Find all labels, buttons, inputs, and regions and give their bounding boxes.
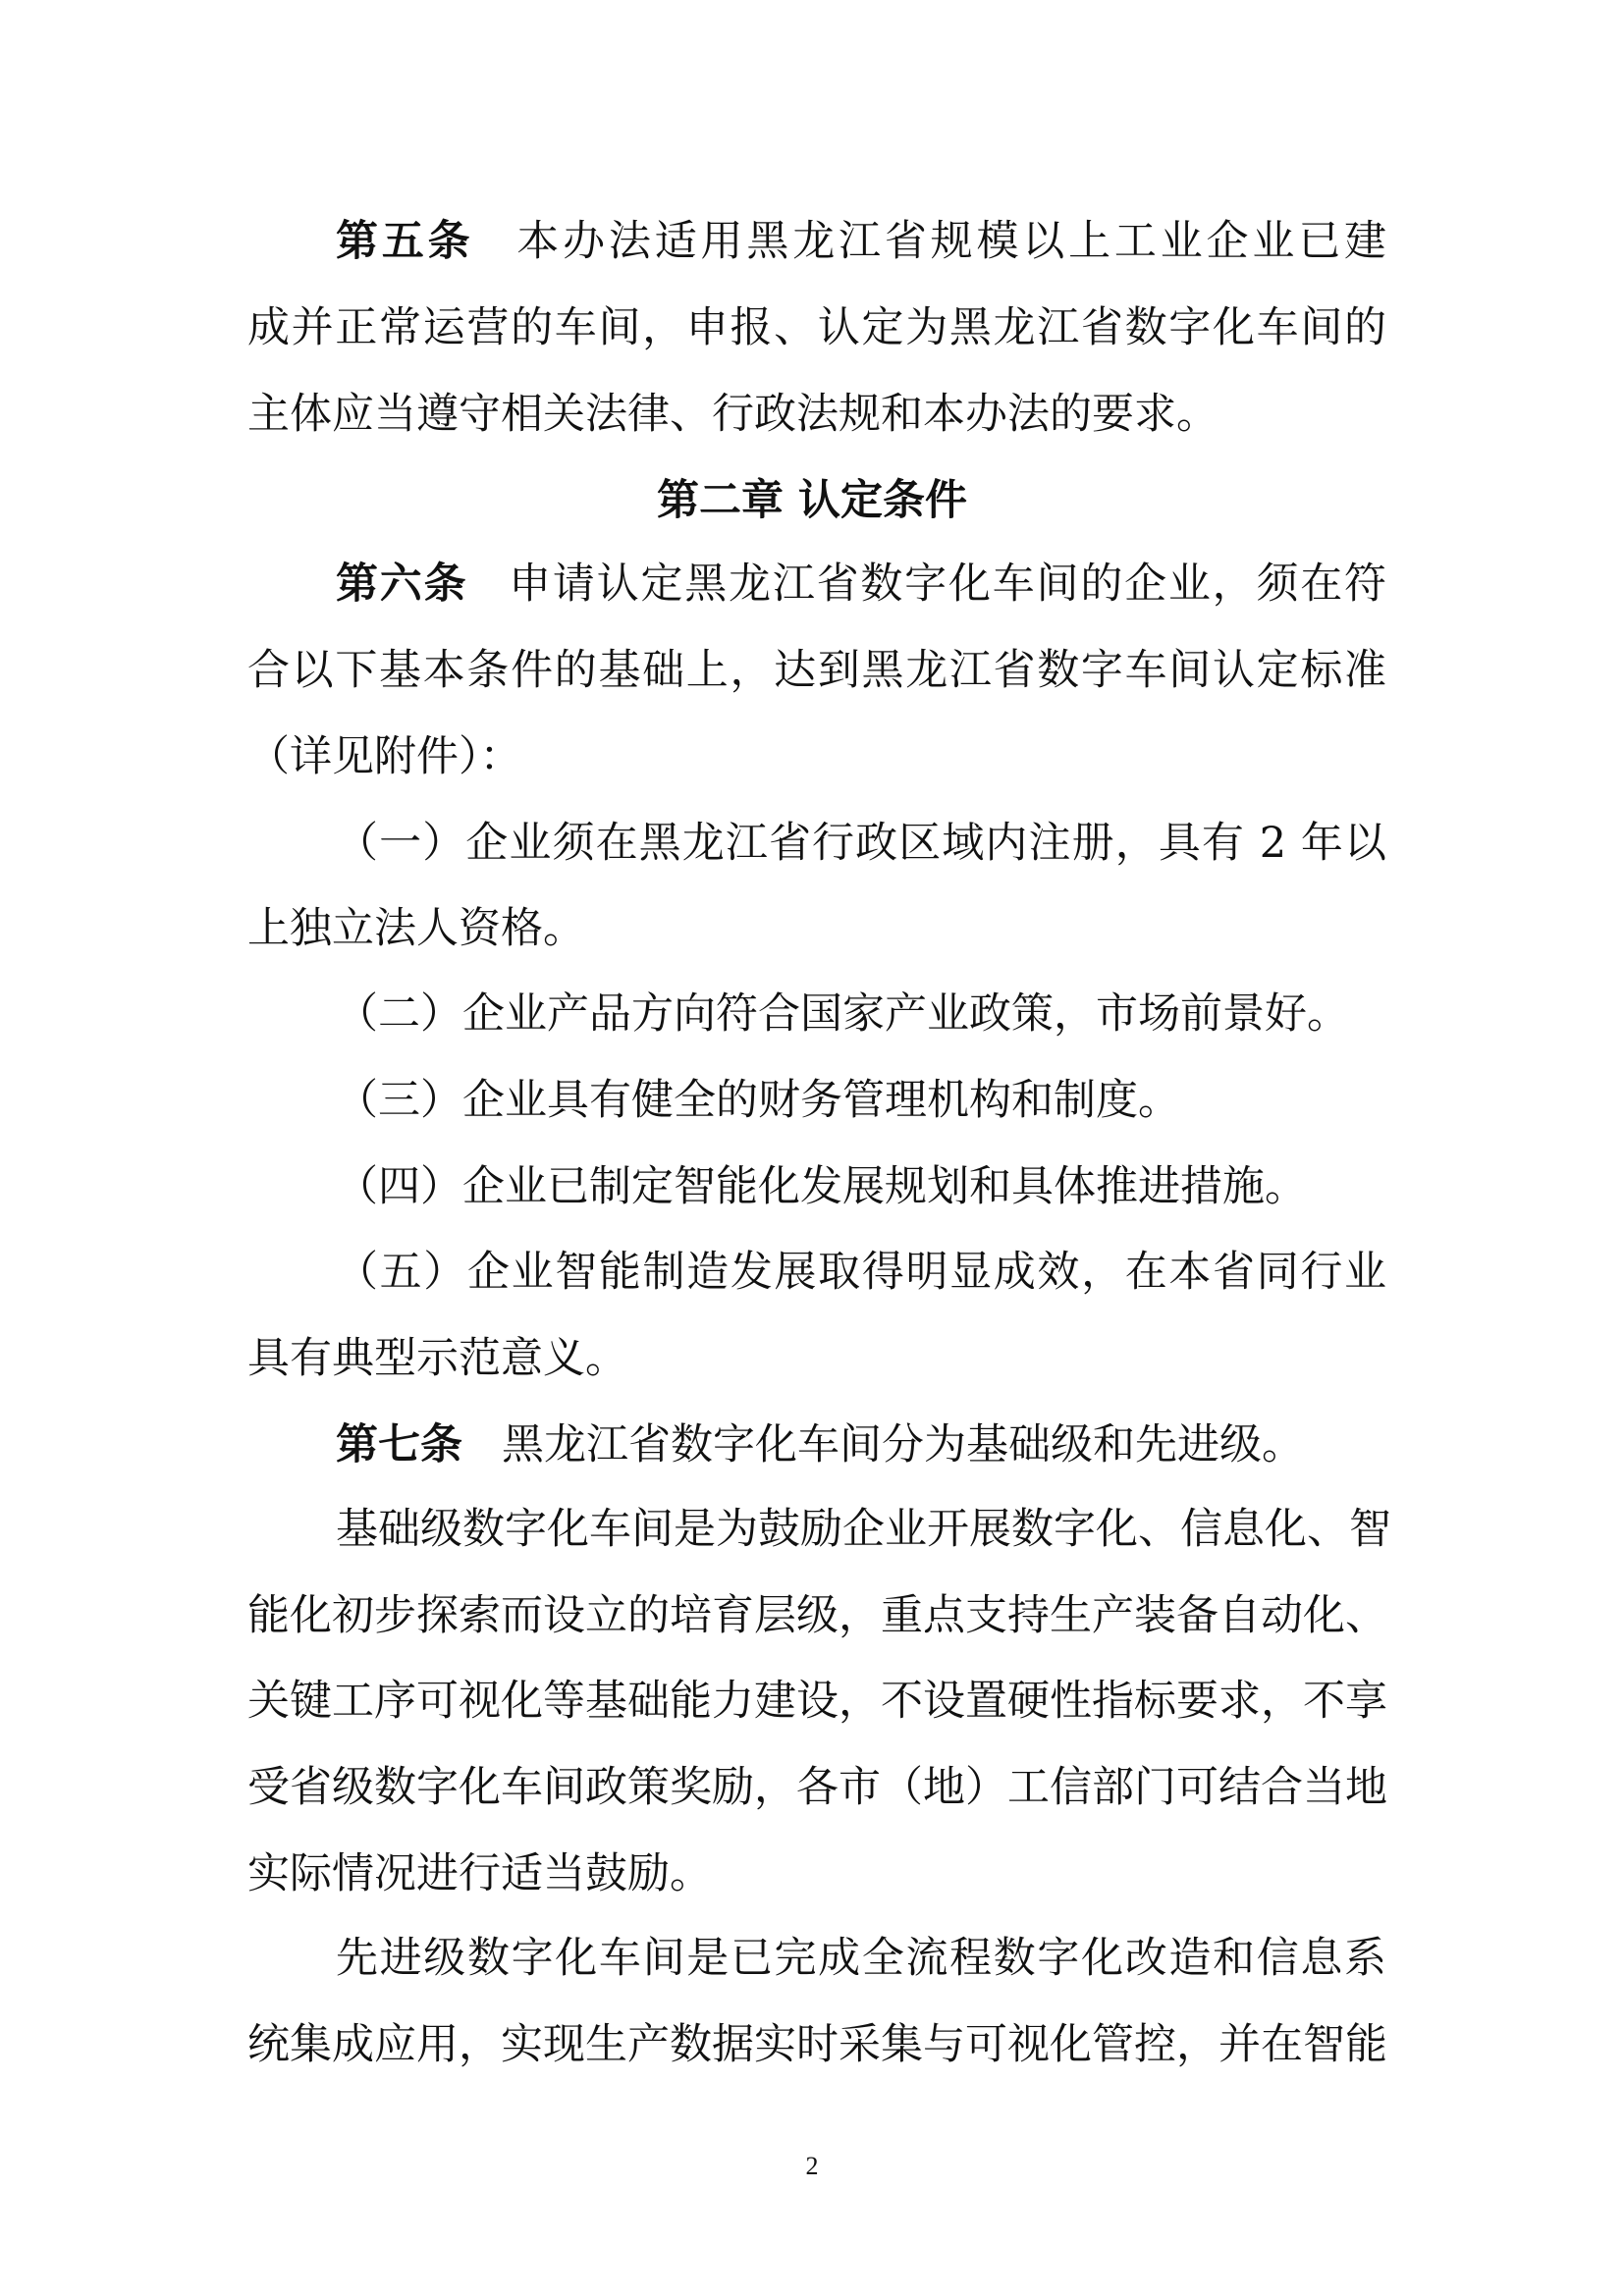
- page-number: 2: [805, 2152, 819, 2180]
- basic-level-line-3: 关键工序可视化等基础能力建设，不设置硬性指标要求，不享: [247, 1677, 1387, 1726]
- item-3: （三）企业具有健全的财务管理机构和制度。: [336, 1076, 1180, 1125]
- item-1-line-1: （一）企业须在黑龙江省行政区域内注册，具有 2 年以: [336, 819, 1386, 868]
- article-7-text: 黑龙江省数字化车间分为基础级和先进级。: [502, 1420, 1304, 1469]
- article-6-text: 申请认定黑龙江省数字化车间的企业，须在符: [507, 560, 1387, 609]
- basic-level-line-5: 实际情况进行适当鼓励。: [247, 1849, 712, 1898]
- article-7-heading: 第七条: [336, 1420, 462, 1469]
- item-1-line-2: 上独立法人资格。: [247, 904, 585, 953]
- basic-level-line-4: 受省级数字化车间政策奖励，各市（地）工信部门可结合当地: [247, 1763, 1387, 1812]
- article-5-line-3: 主体应当遵守相关法律、行政法规和本办法的要求。: [247, 390, 1218, 439]
- item-4: （四）企业已制定智能化发展规划和具体推进措施。: [336, 1162, 1307, 1211]
- item-2: （二）企业产品方向符合国家产业政策，市场前景好。: [336, 989, 1349, 1039]
- item-5-line-2: 具有典型示范意义。: [247, 1334, 627, 1383]
- article-6-line-3: （详见附件）：: [247, 732, 522, 781]
- article-6-heading: 第六条: [336, 560, 468, 609]
- item-5-line-1: （五）企业智能制造发展取得明显成效，在本省同行业: [336, 1248, 1386, 1297]
- basic-level-line-2: 能化初步探索而设立的培育层级，重点支持生产装备自动化、: [247, 1591, 1387, 1640]
- chapter-2-title: 第二章 认定条件: [657, 476, 967, 525]
- advanced-level-line-2: 统集成应用，实现生产数据实时采集与可视化管控，并在智能: [247, 2020, 1387, 2069]
- article-5-line-2: 成并正常运营的车间，申报、认定为黑龙江省数字化车间的: [247, 303, 1386, 352]
- article-5-heading: 第五条: [336, 217, 474, 266]
- article-6-line-2: 合以下基本条件的基础上，达到黑龙江省数字车间认定标准: [247, 646, 1386, 695]
- basic-level-line-1: 基础级数字化车间是为鼓励企业开展数字化、信息化、智: [336, 1505, 1391, 1554]
- advanced-level-line-1: 先进级数字化车间是已完成全流程数字化改造和信息系: [336, 1934, 1386, 1983]
- article-5-line-1: [336, 214, 1386, 269]
- article-7-line-1: [336, 1417, 1386, 1472]
- article-6-line-1: [336, 557, 1386, 612]
- article-5-text: 本办法适用黑龙江省规模以上工业企业已建: [513, 217, 1387, 266]
